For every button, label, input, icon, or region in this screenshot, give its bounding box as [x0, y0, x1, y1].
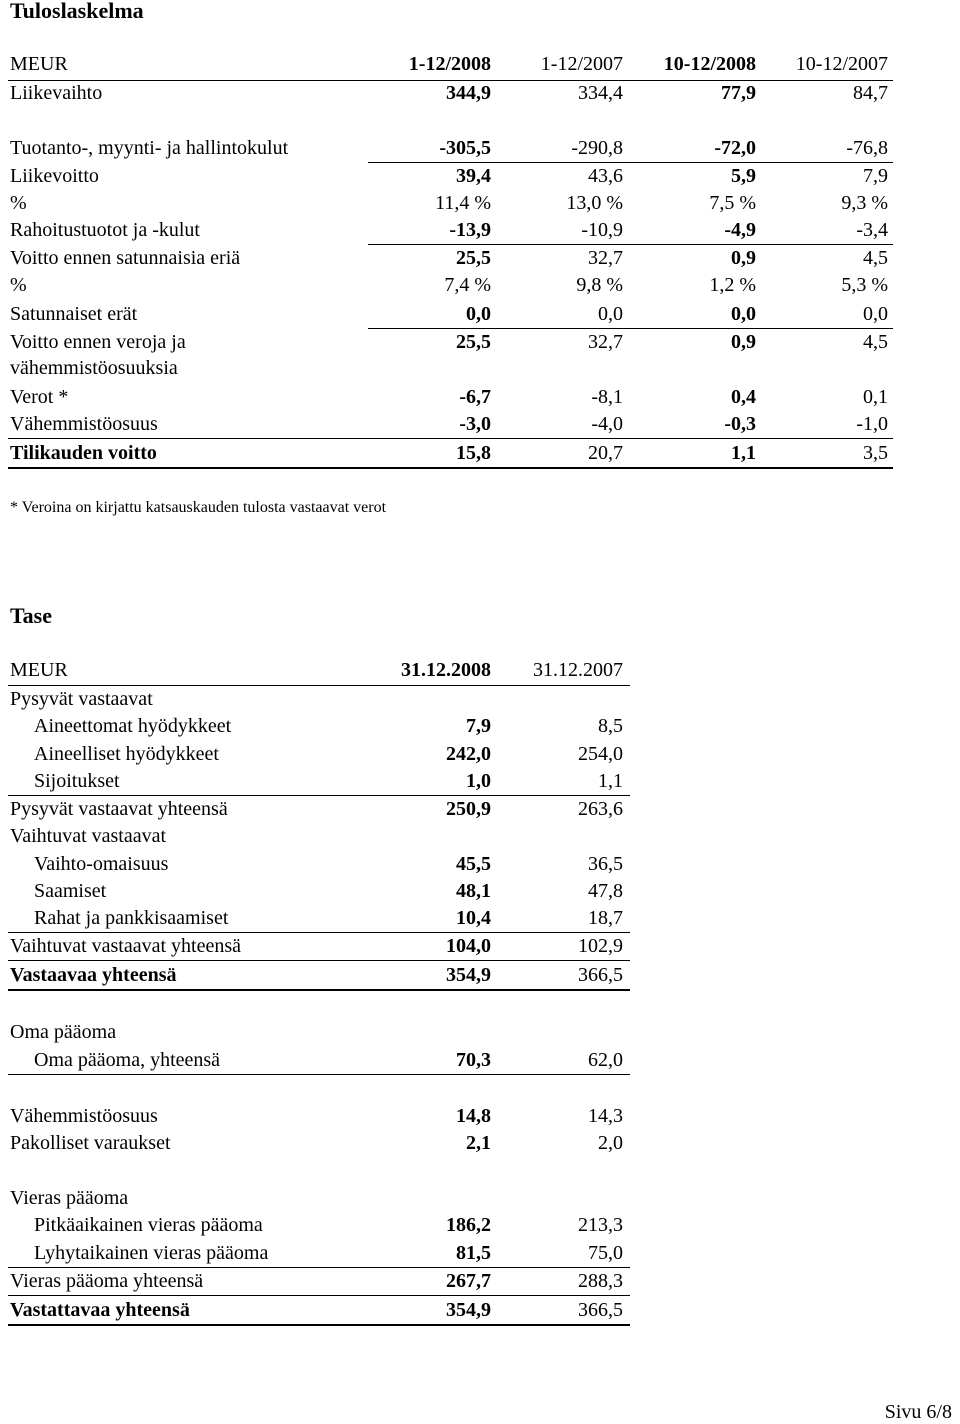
balance-row-c1: 354,9 — [446, 964, 491, 986]
balance-header-c1: 31.12.2008 — [401, 659, 491, 681]
balance-row-label: Oma pääoma — [10, 1021, 117, 1043]
balance-row-c1: 186,2 — [446, 1214, 491, 1236]
income-footnote: * Veroina on kirjattu katsauskauden tulosta vastaavat verot — [10, 499, 387, 516]
balance-row-c1: 242,0 — [446, 743, 491, 765]
balance-row-label: Pysyvät vastaavat yhteensä — [10, 798, 228, 820]
balance-row-label: Saamiset — [34, 880, 107, 902]
balance-row-label: Lyhytaikainen vieras pääoma — [34, 1242, 269, 1264]
income-row-c3: 0,9 — [731, 331, 756, 353]
balance-row-c1: 250,9 — [446, 798, 491, 820]
income-row-c4: 4,5 — [863, 247, 888, 269]
balance-row — [0, 1047, 960, 1074]
income-row-c1: -3,0 — [459, 413, 491, 435]
income-row-c2: 20,7 — [588, 442, 623, 464]
balance-subtotal-line — [8, 1074, 630, 1075]
balance-header-c2: 31.12.2007 — [533, 659, 623, 681]
income-row — [0, 272, 960, 299]
income-header-c2: 1-12/2007 — [540, 53, 623, 75]
balance-row-c1: 2,1 — [466, 1132, 491, 1154]
income-row-c2: -10,9 — [581, 219, 623, 241]
income-header-c1: 1-12/2008 — [408, 53, 491, 75]
balance-row-label: Vastattavaa yhteensä — [10, 1299, 190, 1321]
balance-row-label: Pakolliset varaukset — [10, 1132, 171, 1154]
balance-row — [0, 686, 960, 713]
balance-row — [0, 878, 960, 905]
income-total-line — [8, 438, 893, 439]
balance-row-label: Vastaavaa yhteensä — [10, 964, 177, 986]
income-row-label: Verot * — [10, 386, 69, 408]
balance-row-c2: 213,3 — [578, 1214, 623, 1236]
income-row-c3: 0,4 — [731, 386, 756, 408]
balance-row-c2: 366,5 — [578, 964, 623, 986]
income-row-c1: 11,4 % — [435, 192, 491, 214]
income-double-line — [8, 467, 893, 469]
balance-row — [0, 1185, 960, 1212]
balance-row-label: Pitkäaikainen vieras pääoma — [34, 1214, 263, 1236]
balance-row-label: Vaihtuvat vastaavat — [10, 825, 167, 847]
income-title: Tuloslaskelma — [10, 0, 144, 23]
income-row-label: % — [10, 192, 27, 214]
balance-row — [0, 1130, 960, 1157]
income-row-c4: 9,3 % — [841, 192, 888, 214]
balance-row-c1: 48,1 — [456, 880, 491, 902]
balance-row — [0, 1240, 960, 1267]
balance-row-label: Vieras pääoma — [10, 1187, 129, 1209]
income-row-label-line2: vähemmistöosuuksia — [10, 357, 178, 379]
income-row-c1: 344,9 — [446, 82, 491, 104]
income-row-c2: -290,8 — [571, 137, 623, 159]
balance-row-c2: 47,8 — [588, 880, 623, 902]
income-row-label: Tilikauden voitto — [10, 442, 157, 464]
balance-row-label: Oma pääoma, yhteensä — [34, 1049, 221, 1071]
income-row — [0, 163, 960, 190]
income-row-c4: 4,5 — [863, 331, 888, 353]
income-row-c1: 7,4 % — [444, 274, 491, 296]
income-row-c3: 0,0 — [731, 303, 756, 325]
income-row-label: Liikevoitto — [10, 165, 99, 187]
income-row-c2: 334,4 — [578, 82, 623, 104]
income-row-c4: -1,0 — [856, 413, 888, 435]
income-row-c4: 0,0 — [863, 303, 888, 325]
balance-total-row — [0, 1297, 960, 1324]
income-header-c3: 10-12/2008 — [663, 53, 756, 75]
balance-row-c1: 14,8 — [456, 1105, 491, 1127]
income-row-label: Rahoitustuotot ja -kulut — [10, 219, 200, 241]
income-total-row — [0, 440, 960, 467]
income-row-c4: -76,8 — [846, 137, 888, 159]
balance-row — [0, 713, 960, 740]
income-row-c3: 1,2 % — [709, 274, 756, 296]
income-row-c4: 5,3 % — [841, 274, 888, 296]
income-header-c4: 10-12/2007 — [795, 53, 888, 75]
balance-row-c2: 263,6 — [578, 798, 623, 820]
balance-row-label: Vieras pääoma yhteensä — [10, 1270, 204, 1292]
income-row — [0, 80, 960, 107]
income-row-c2: 32,7 — [588, 331, 623, 353]
page-number: Sivu 6/8 — [884, 1401, 952, 1423]
balance-row-c1: 70,3 — [456, 1049, 491, 1071]
balance-row-c1: 1,0 — [466, 770, 491, 792]
balance-row — [0, 1268, 960, 1295]
balance-row-c1: 45,5 — [456, 853, 491, 875]
balance-row-c2: 8,5 — [598, 715, 623, 737]
income-row-label: Voitto ennen veroja ja — [10, 331, 186, 353]
income-row-c1: 25,5 — [456, 331, 491, 353]
income-row-c2: -4,0 — [591, 413, 623, 435]
income-row — [0, 384, 960, 411]
income-row-c1: 25,5 — [456, 247, 491, 269]
balance-row-label: Rahat ja pankkisaamiset — [34, 907, 229, 929]
balance-row — [0, 905, 960, 932]
balance-row — [0, 741, 960, 768]
balance-row-c2: 36,5 — [588, 853, 623, 875]
balance-row-c2: 18,7 — [588, 907, 623, 929]
balance-row-label: Pysyvät vastaavat — [10, 688, 153, 710]
balance-row-c2: 102,9 — [578, 935, 623, 957]
income-row-c2: -8,1 — [591, 386, 623, 408]
balance-row-c1: 104,0 — [446, 935, 491, 957]
income-row-c1: -305,5 — [439, 137, 491, 159]
income-row-c4: 7,9 — [863, 165, 888, 187]
balance-row-c2: 2,0 — [598, 1132, 623, 1154]
income-row-c1: -6,7 — [459, 386, 491, 408]
income-row — [0, 217, 960, 244]
income-header-row — [0, 51, 960, 78]
income-row-c2: 13,0 % — [566, 192, 623, 214]
balance-row-c1: 10,4 — [456, 907, 491, 929]
income-row-c3: 77,9 — [721, 82, 756, 104]
balance-title: Tase — [10, 603, 52, 628]
balance-header-row — [0, 657, 960, 684]
balance-total-line — [8, 1324, 630, 1326]
income-row-c1: -13,9 — [449, 219, 491, 241]
income-row-c2: 32,7 — [588, 247, 623, 269]
income-row-c4: 0,1 — [863, 386, 888, 408]
income-row-c1: 39,4 — [456, 165, 491, 187]
balance-row — [0, 768, 960, 795]
income-row — [0, 411, 960, 438]
income-row-continuation — [0, 355, 960, 382]
balance-row-label: Vaihto-omaisuus — [34, 853, 169, 875]
balance-row-label: Vaihtuvat vastaavat yhteensä — [10, 935, 242, 957]
balance-row-c1: 354,9 — [446, 1299, 491, 1321]
balance-header-label: MEUR — [10, 659, 68, 681]
income-row — [0, 135, 960, 162]
balance-row-label: Vähemmistöosuus — [10, 1105, 158, 1127]
income-row-c3: -4,9 — [724, 219, 756, 241]
balance-row-c2: 288,3 — [578, 1270, 623, 1292]
balance-row-c1: 81,5 — [456, 1242, 491, 1264]
income-row-c2: 9,8 % — [576, 274, 623, 296]
income-row — [0, 301, 960, 328]
balance-total-line — [8, 989, 630, 991]
balance-row-c2: 62,0 — [588, 1049, 623, 1071]
balance-row-c2: 1,1 — [598, 770, 623, 792]
income-row-c4: 3,5 — [863, 442, 888, 464]
balance-row — [0, 1019, 960, 1046]
income-row-label: Liikevaihto — [10, 82, 103, 104]
income-row-c1: 15,8 — [456, 442, 491, 464]
income-row-c3: 7,5 % — [709, 192, 756, 214]
balance-row-c1: 7,9 — [466, 715, 491, 737]
balance-row-c2: 14,3 — [588, 1105, 623, 1127]
income-header-label: MEUR — [10, 53, 68, 75]
income-row-c3: 1,1 — [731, 442, 756, 464]
income-row-c4: -3,4 — [856, 219, 888, 241]
income-row-c3: 0,9 — [731, 247, 756, 269]
income-row — [0, 245, 960, 272]
balance-row — [0, 796, 960, 823]
income-row-c2: 43,6 — [588, 165, 623, 187]
balance-row-c2: 75,0 — [588, 1242, 623, 1264]
balance-row-c2: 366,5 — [578, 1299, 623, 1321]
income-row-c3: 5,9 — [731, 165, 756, 187]
balance-row-label: Sijoitukset — [34, 770, 120, 792]
balance-row — [0, 851, 960, 878]
income-row-c2: 0,0 — [598, 303, 623, 325]
income-row-label: Vähemmistöosuus — [10, 413, 158, 435]
balance-row-label: Aineelliset hyödykkeet — [34, 743, 219, 765]
balance-row — [0, 1212, 960, 1239]
income-row — [0, 329, 960, 356]
balance-subtotal-line — [8, 960, 630, 961]
balance-subtotal-line — [8, 1295, 630, 1296]
income-row-label: Tuotanto-, myynti- ja hallintokulut — [10, 137, 289, 159]
balance-row — [0, 933, 960, 960]
income-row — [0, 190, 960, 217]
balance-row-label: Aineettomat hyödykkeet — [34, 715, 232, 737]
balance-row — [0, 1103, 960, 1130]
income-row-c3: -0,3 — [724, 413, 756, 435]
income-row-label: Voitto ennen satunnaisia eriä — [10, 247, 241, 269]
balance-total-row — [0, 962, 960, 989]
income-row-c3: -72,0 — [714, 137, 756, 159]
balance-row-c2: 254,0 — [578, 743, 623, 765]
balance-row-c1: 267,7 — [446, 1270, 491, 1292]
income-row-c4: 84,7 — [853, 82, 888, 104]
income-row-c1: 0,0 — [466, 303, 491, 325]
income-row-label: Satunnaiset erät — [10, 303, 138, 325]
balance-row — [0, 823, 960, 850]
income-row-label: % — [10, 274, 27, 296]
